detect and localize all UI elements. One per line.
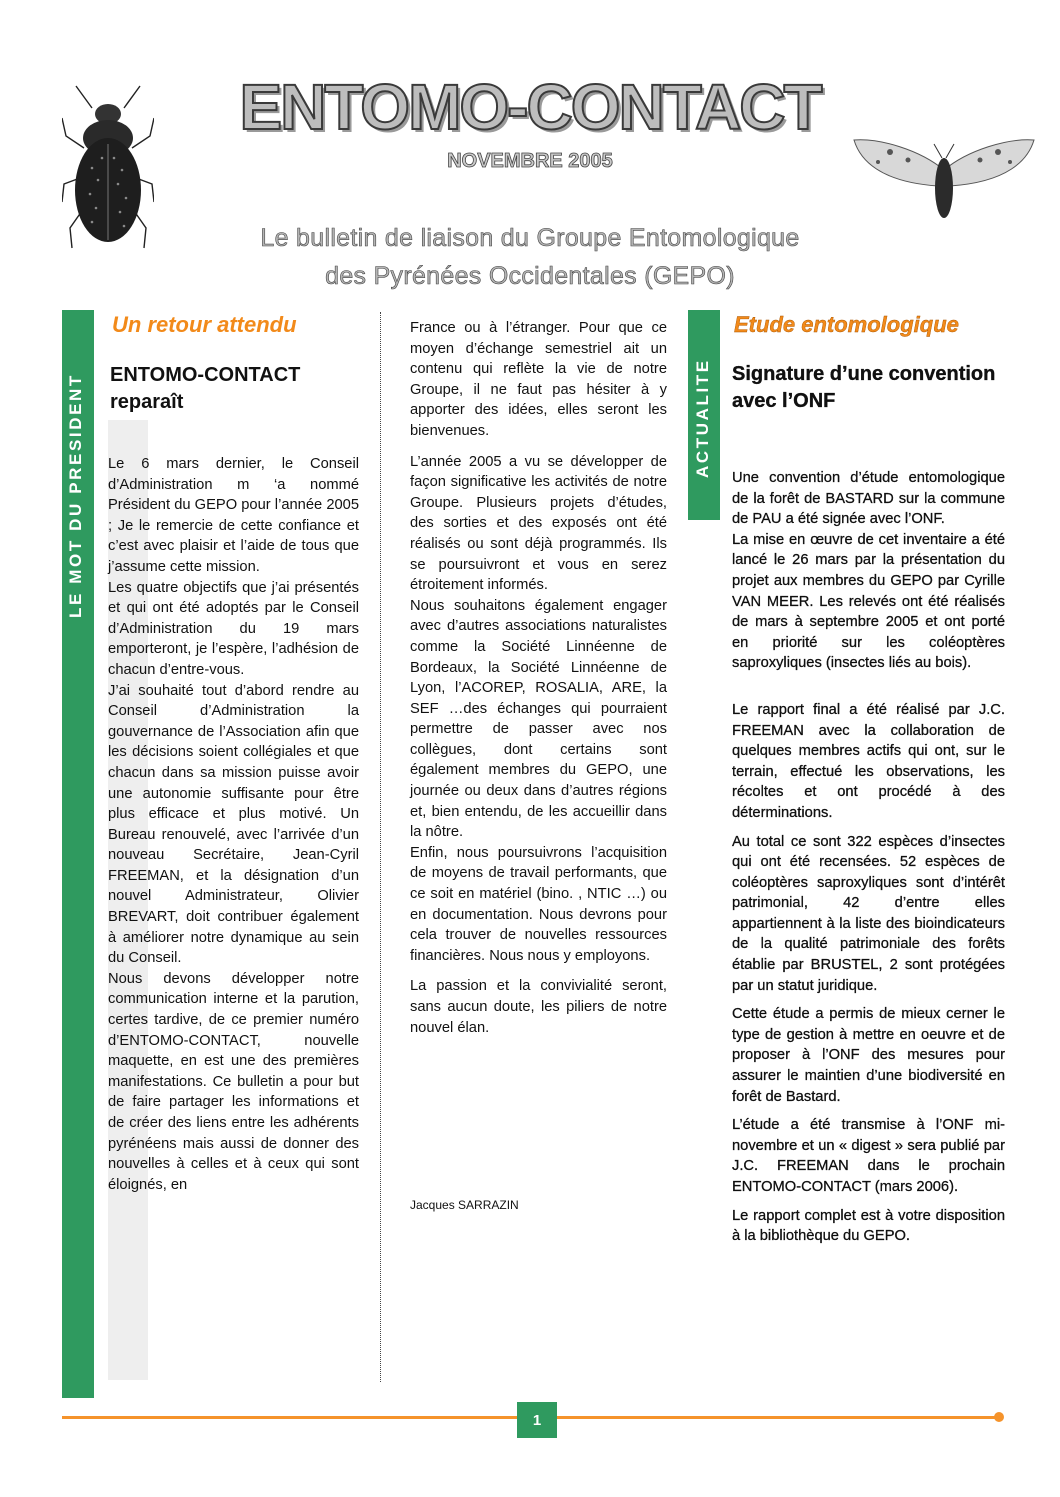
actualite-section-title: Etude entomologique <box>734 312 959 337</box>
footer-rule-dot <box>994 1412 1004 1422</box>
paragraph: Au total ce sont 322 espèces d’insectes qui ont été recensées. 52 espèces de coléoptères saproxyliques sont d’intérêt patrimonial, 42 d’entre elles appartiennent à la liste des bioindicateurs de la qualité patrimoniale des forêts établie par BRUSTEL, 2 sont protégées par un statut juridique. <box>732 833 1005 994</box>
paragraph: Le rapport final a été réalisé par J.C. FREEMAN avec la collaboration de quelques membres actifs qui ont, sur le terrain, effectué les observations, les récoltes et ont procédé à des déterminations. <box>732 701 1005 821</box>
paragraph: Nous devons développer notre communication interne et la parution, certes tardive, de ce premier numéro d’ENTOMO-CONTACT, nouvelle maquette, en est une des premières manifestations. Ce bulletin a pour but de faire partager les informations et de créer des liens entre les adhérents pyrénéens mais aussi de donner des nouvelles à celles et à ceux qui sont éloignés, en <box>108 970 359 1193</box>
paragraph: Nous souhaitons également engager avec d’autres associations naturalistes comme la Société Linnéenne de Bordeaux, la Société Linnéenne de Lyon, l’ACOREP, ROSALIA, ARE, la SEF …des échanges qui pourraient permettre de passer avec nos collègues, dont certains sont également membres du GEPO, une journée ou deux dans d’autres régions et, bien entendu, de les accueillir dans la nôtre. <box>410 597 667 841</box>
president-side-label: LE MOT DU PRESIDENT <box>66 373 85 618</box>
paragraph: Une convention d’étude entomologique de la forêt de BASTARD sur la commune de PAU a été signée avec l’ONF. <box>732 470 1005 528</box>
paragraph: Enfin, nous poursuivrons l’acquisition de moyens de travail performants, que ce soit en matériel (bino. , NTIC …) ou en documentation. Nous devrons pour cela trouver de nouvelles ressources financières. Nous nous y employons. <box>410 844 667 964</box>
paragraph: La mise en œuvre de cet inventaire a été lancé le 26 mars par la présentation du projet aux membres du GEPO par Cyrille VAN MEER. Les relevés ont été réalisés de mars à septembre 2005 et ont porté en priorité sur les coléoptères saproxyliques (insectes liés au bois). <box>732 531 1005 672</box>
tagline-line-1: Le bulletin de liaison du Groupe Entomologique <box>260 224 800 252</box>
signature: Jacques SARRAZIN <box>410 1198 519 1212</box>
president-column-1 <box>108 454 359 1201</box>
moth-illustration <box>850 130 1038 226</box>
paragraph: Cette étude a permis de mieux cerner le type de gestion à mettre en oeuvre et de proposer à l’ONF des mesures pour assurer le maintien d’une biodiversité en forêt de Bastard. <box>732 1006 1005 1105</box>
paragraph: La passion et la convivialité seront, sans aucun doute, les piliers de notre nouvel élan. <box>410 978 667 1036</box>
tagline-line-2: des Pyrénées Occidentales (GEPO) <box>325 262 735 290</box>
president-column-2 <box>410 318 667 1044</box>
president-section-title: Un retour attendu <box>112 312 297 337</box>
paragraph: Les quatre objectifs que j’ai présentés et qui ont été adoptés par le Conseil d’Administration du 19 mars emporteront, je l’espère, l’adhésion de chacun d’entre-vous. <box>108 579 359 678</box>
paragraph: J’ai souhaité tout d’abord rendre au Conseil d’Administration la gouvernance de l’Association afin que les décisions soient collégiales et que chacun dans sa mission puisse avoir une autonomie suffisante pour être plus efficace et plus motivé. Un Bureau renouvelé, avec l’arrivée d’un nouveau Secrétaire, Jean-Cyril FREEMAN, et la désignation d’un nouvel Administrateur, Olivier BREVART, doit contribuer également à améliorer notre dynamique au sein du Conseil. <box>108 682 359 967</box>
issue-date: NOVEMBRE 2005 <box>447 150 613 172</box>
actualite-side-label: ACTUALITE <box>693 358 712 478</box>
president-headline: ENTOMO-CONTACT reparaît <box>110 364 301 413</box>
paragraph: L’étude a été transmise à l’ONF mi-novembre et un « digest » sera publié par J.C. FREEMAN dans le prochain ENTOMO-CONTACT (mars 2006). <box>732 1117 1005 1195</box>
masthead-title: ENTOMO-CONTACT <box>239 71 821 143</box>
actualite-column <box>732 468 1005 1255</box>
paragraph: Le 6 mars dernier, le Conseil d’Administration m ‘a nommé Président du GEPO pour l’année 2005 ; Je le remercie de cette confiance et c’est avec plaisir et l’aide de tous que j’assume cette mission. <box>108 456 359 575</box>
column-divider <box>380 312 381 1382</box>
page-number: 1 <box>517 1402 557 1438</box>
beetle-illustration <box>62 78 154 250</box>
paragraph: Le rapport complet est à votre disposition à la bibliothèque du GEPO. <box>732 1207 1005 1245</box>
paragraph: L’année 2005 a vu se développer de façon significative les activités de notre Groupe. Plusieurs projets d’études, des sorties et des exposés ont été réalisés ou sont déjà programmés. Ils se poursuivront et vous en serez étroitement informés. <box>410 453 667 594</box>
paragraph: France ou à l’étranger. Pour que ce moyen d’échange semestriel ait un contenu qui reflète la vie de notre Groupe, il ne faut pas hésiter à y apporter des idées, elles seront les bienvenues. <box>410 320 667 439</box>
actualite-headline: Signature d’une convention avec l’ONF <box>732 363 996 412</box>
